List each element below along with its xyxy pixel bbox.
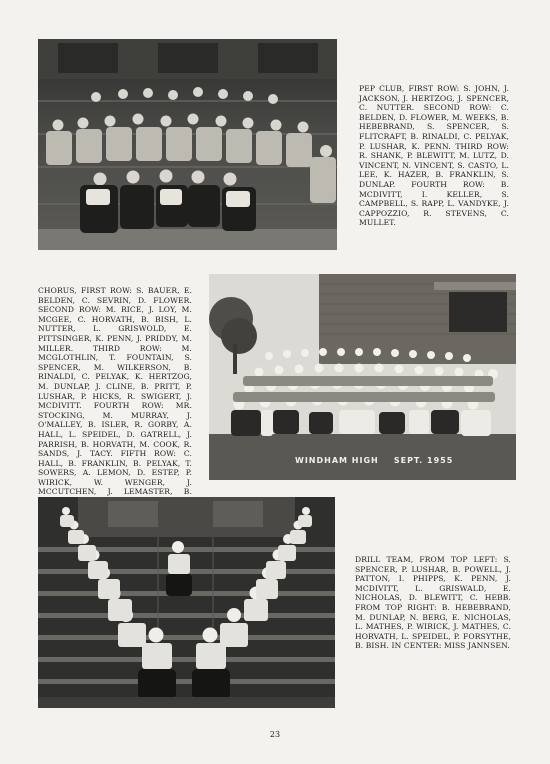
drill-team-photo bbox=[38, 497, 335, 708]
drill-team-group-photo-icon bbox=[38, 497, 335, 708]
page-number: 23 bbox=[269, 730, 281, 739]
drill-team-caption: DRILL TEAM, FROM TOP LEFT: S. SPENCER, P. LUSHAR, B. POWELL, J. PATTON, I. PHIPPS, K. PENN, J. MCDIVITT, L. GRISWALD, E. NICHOLAS, D. BLEWITT, C. HEBB. FROM TOP RIGHT: B. HEBEBRAND, M. DUNLAP, N. BERG, E. NICHOLAS, L. MATHES, P. WIRICK, J. MATHES, C. HORVATH, L. SPEIDEL, P. FORSYTHE, B. BISH. IN CENTER: MISS JANNSEN. bbox=[355, 555, 511, 651]
pep-club-photo bbox=[38, 39, 337, 250]
pep-club-group-photo-icon bbox=[38, 39, 337, 250]
chorus-photo-overlay-text: WINDHAM HIGH SEPT. 1955 bbox=[295, 456, 454, 465]
pep-club-caption: PEP CLUB, FIRST ROW: S. JOHN, J. JACKSON, J. HERTZOG, J. SPENCER, C. NUTTER. SECOND ROW: C. BELDEN, D. FLOWER, M. WEEKS, B. HEBEBRAND, S. SPENCER, S. FLITCRAFT, B. RINALDI, C. PELYAK, P. LUSHAR, K. PENN. THIRD ROW: R. SHANK, P. BLEWITT, M. LUTZ, D. VINCENT, N. VINCENT, S. CASTO, L. LEE, K. HAZER, B. FRANKLIN, S. DUNLAP. FOURTH ROW: B. MCDIVITT, I. KELLER, S. CAMPBELL, S. RAPP, L. VANDYKE, J. CAPPOZZIO, R. STEVENS, C. MULLET. bbox=[359, 84, 509, 228]
chorus-group-photo-icon bbox=[209, 274, 516, 480]
chorus-photo bbox=[209, 274, 516, 480]
chorus-caption: CHORUS, FIRST ROW: S. BAUER, E. BELDEN, C. SEVRIN, D. FLOWER. SECOND ROW: M. RICE, J. LOY, M. MCGEE, C. HORVATH, B. BISH, L. NUTTER, L. GRISWOLD, E. PITTSINGER, K. PENN, J. PRIDDY, M. MILLER. THIRD ROW: M. MCGLOTHLIN, T. FOUNTAIN, S. SPENCER, M. WILKERSON, B. RINALDI, C. PELYAK, K. HERTZOG, M. DUNLAP, J. CLINE, B. PRITT, P. LUSHAR, P. HICKS, R. SWIGERT, J. MCDIVITT. FOURTH ROW: MR. STOCKING, M. MURRAY, J. O'MALLEY, B. ISLER, R. GORBY, A. HALL, L. SPEIDEL, D. GATRELL, J. PARRISH, B. HORVATH, M. COOK, R. SANDS, J. TACY. FIFTH ROW: C. HALL, B. FRANKLIN, B. PELYAK, T. SOWERS, A. LEMON, D. ESTEP, P. WIRICK, W. WENGER, J. MCCUTCHEN, J. LEMASTER, B. bbox=[38, 286, 192, 497]
